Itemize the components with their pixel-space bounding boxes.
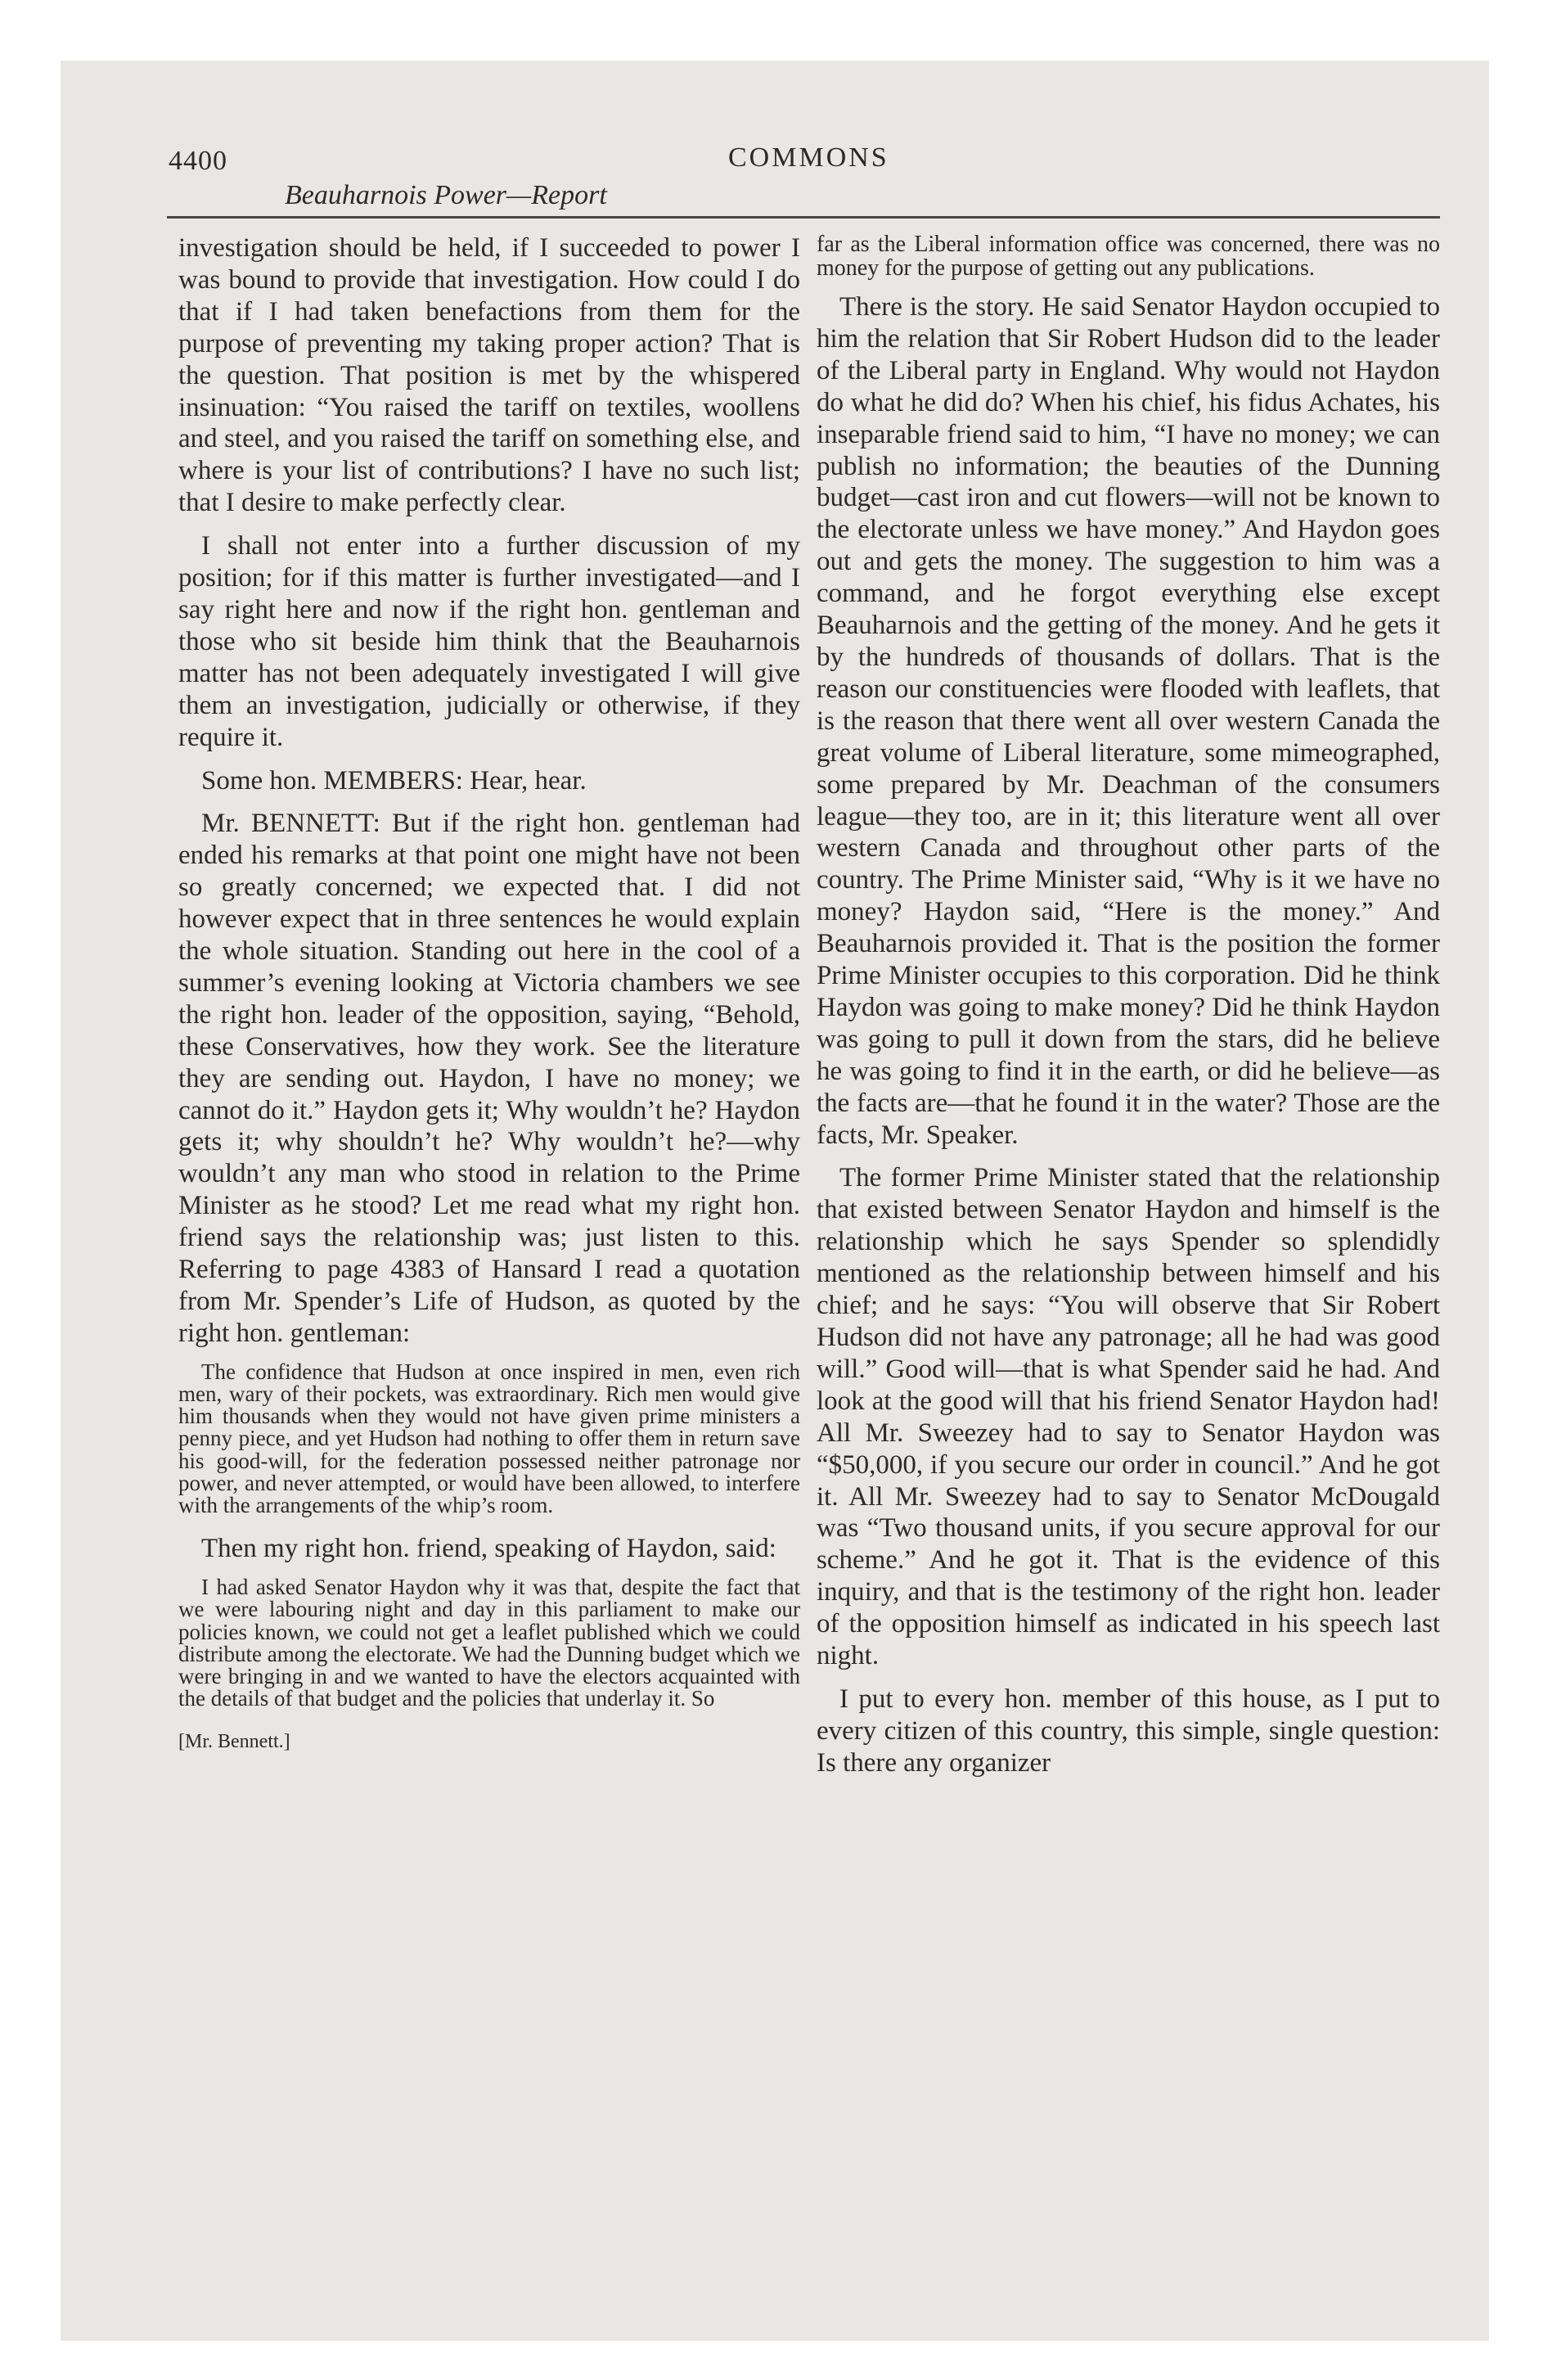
page-header [106,131,1448,213]
paragraph: I shall not enter into a further discussion of my position; for if this matter is further investigated—and I say right here and now if the right hon. gentleman and those who sit beside him think that the Beauharnois matter has not been adequately investigated I will give them an investigation, judicially or otherwise, if they require it. [178,531,800,752]
paragraph: Then my right hon. friend, speaking of Haydon, said: [201,1534,776,1564]
page-number: 4400 [169,146,227,176]
paragraph: Some hon. MEMBERS: Hear, hear. [201,765,587,796]
header-rule [167,216,1440,219]
paragraph: The former Prime Minister stated that the relationship that existed between Senator Haydon and himself is the relationship which he says Spender so splendidly mentioned as the relationship between himself and his chief; and he says: “You will observe that Sir Robert Hudson did not have any patronage; all he had was good will.” Good will—that is what Spender said he had. And look at the good will that his friend Senator Haydon had! All Mr. Sweezey had to say to Senator Haydon was “$50,000, if you secure our order in council.” And he got it. All Mr. Sweezey had to say to Senator McDougald was “Two thousand units, if you secure approval for our scheme.” And he got it. That is the evidence of this inquiry, and that is the testimony of the right hon. leader of the opposition himself as indicated in his speech last night. [817,1163,1440,1671]
page-subtitle: Beauharnois Power—Report [285,180,607,210]
paragraph: There is the story. He said Senator Haydon occupied to him the relation that Sir Robert Hudson did to the leader of the Liberal party in England. Why would not Haydon do what he did do? When his chief, his fidus Achates, his inseparable friend said to him, “I have no money; we can publish no information; the beauties of the Dunning budget—cast iron and cut flowers—will not be known to the electorate unless we have money.” And Haydon goes out and gets the money. The suggestion to him was a command, and he forgot everything else except Beauharnois and the getting of the money. And he gets it by the hundreds of thousands of dollars. That is the reason our constituencies were flooded with leaflets, that is the reason that there went all over western Canada the great volume of Liberal literature, some mimeographed, some prepared by Mr. Deachman of the consumers league—they too, are in it; this literature went all over western Canada and throughout other parts of the country. The Prime Minister said, “Why is it we have no money? Haydon said, “Here is the money.” And Beauharnois provided it. That is the position the former Prime Minister occupies to this corporation. Did he think Haydon was going to make money? Did he think Haydon was going to pull it down from the stars, did he believe he was going to find it in the earth, or did he believe—as the facts are—that he found it in the water? Those are the facts, Mr. Speaker. [817,292,1440,1150]
right-column [817,232,1440,1791]
paragraph: Mr. BENNETT: But if the right hon. gentleman had ended his remarks at that point one might have not been so greatly concerned; we expected that. I did not however expect that in three sentences he would explain the whole situation. Standing out here in the cool of a summer’s evening looking at Victoria chambers we see the right hon. leader of the opposition, saying, “Behold, these Conservatives, how they work. See the literature they are sending out. Haydon, I have no money; we cannot do it.” Haydon gets it; Why wouldn’t he? Haydon gets it; why shouldn’t he? Why wouldn’t he?—why wouldn’t any man who stood in relation to the Prime Minister as he stood? Let me read what my right hon. friend says the relationship was; just listen to this. Referring to page 4383 of Hansard I read a quotation from Mr. Spender’s Life of Hudson, as quoted by the right hon. gentleman: [178,809,800,1348]
paragraph: investigation should be held, if I succeeded to power I was bound to provide that investigation. How could I do that if I had taken benefactions from them for the purpose of preventing my taking proper action? That is the question. That position is met by the whispered insinuation: “You raised the tariff on textiles, woollens and steel, and you raised the tariff on something else, and where is your list of contributions? I have no such list; that I desire to make perfectly clear. [178,233,800,518]
left-column [178,232,800,1758]
paragraph: far as the Liberal information office was concerned, there was no money for the purpose of getting out any publications. [817,232,1440,281]
speaker-tag: [Mr. Bennett.] [178,1731,290,1753]
block-quote: The confidence that Hudson at once inspired in men, even rich men, wary of their pockets, was extraordinary. Rich men would give him thousands when they would not have given prime ministers a penny piece, and yet Hudson had nothing to offer them in return save his good-will, for the federation possessed neither patronage nor power, and never attempted, or would have been allowed, to interfere with the arrangements of the whip’s room. [178,1359,800,1518]
block-quote: I had asked Senator Haydon why it was that, despite the fact that we were labouring night and day in this parliament to make our policies known, we could not get a leaflet published which we could distribute among the electorate. We had the Dunning budget which we were bringing in and we wanted to have the electors acquainted with the details of that budget and the policies that underlay it. So [178,1575,800,1711]
paragraph: I put to every hon. member of this house, as I put to every citizen of this country, this simple, single question: Is there any organizer [817,1684,1440,1778]
section-title: COMMONS [728,142,889,173]
